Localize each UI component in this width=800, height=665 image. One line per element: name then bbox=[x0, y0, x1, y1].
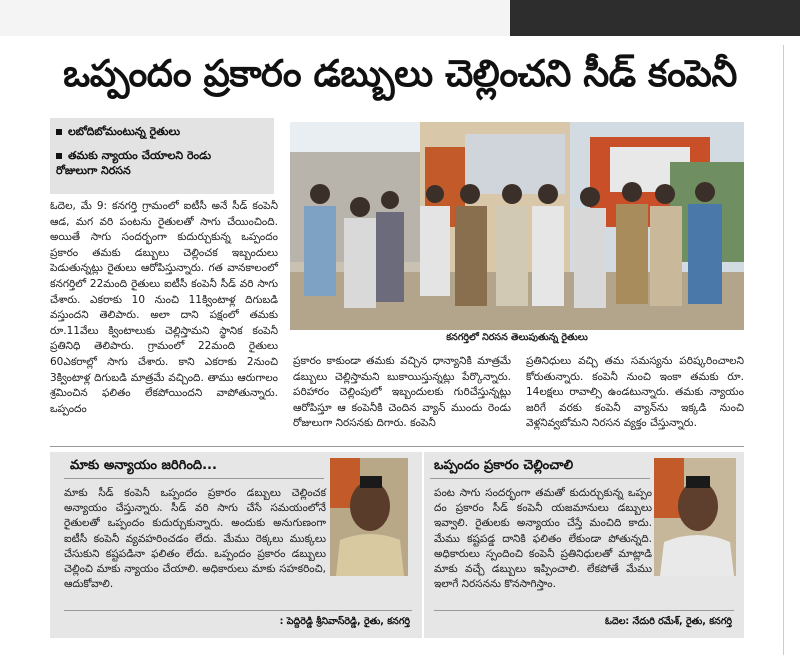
highlights-box bbox=[50, 118, 274, 194]
quote-signature: : పెద్దిరెడ్డి శ్రీనివాస్‌రెడ్డి, రైతు, కనగర్తి bbox=[279, 616, 410, 627]
farmer-portrait-2 bbox=[654, 458, 736, 576]
quote-signature: ఓదెల: నేదురి రమేశ్, రైతు, కనగర్తి bbox=[605, 616, 732, 627]
farmer-quote-box-2 bbox=[424, 452, 744, 638]
quote-title-rule bbox=[64, 478, 324, 479]
quote-text: మాకు సీడ్ కంపెనీ ఒప్పందం ప్రకారం డబ్బులు చెల్లించక అన్యాయం చేస్తున్నారు. సీడ్ వరి సాగు చేసే సమయంలోనే రైతులతో ఒప్పందం కుదుర్చుకున్నారు. అందుకు అనుగుణంగా ఐటీసీ కంపెనీ వ్యవహరించడం లేదు. మేము రెక్కలు ముక్కలు చేసుకుని కష్టపడినా ఫలితం లేదు. ఒప్పందం ప్రకారం డబ్బులు చెల్లించి మాకు న్యాయం చేయాలి. అధికారులు మాకు సహకరించి, ఆదుకోవాలి. bbox=[64, 487, 326, 591]
article-column-1: ఓదెల, మే 9: కనగర్తి గ్రామంలో ఐటీసీ అనే సీడ్ కంపెనీ ఆడ, మగ వరి పంటను రైతులతో సాగు చేయించింది. అయితే సాగు సందర్భంగా కుదుర్చుకున్న ఒప్పందం ప్రకారం తమకు డబ్బులు చెల్లించక ఇబ్బందులు పెడుతున్నట్లు రైతులు ఆరోపిస్తున్నారు. గత వానకాలంలో కనగర్తిలో 22మంది రైతులు ఐటీసీ కంపెనీ సీడ్ వరి సాగు చేశారు. ఎకరాకు 10 నుంచి 11క్వింటాళ్ల దిగుబడి వస్తుందని తెలిపారు. అలా దాని పక్షంలో తమకు రూ.11వేలు క్వింటాలుకు చెల్లిస్తామని స్థానిక కంపెనీ ప్రతినిధి తెలిపారు. గ్రామంలో 22మంది రైతులు 60ఎకరాల్లో సాగు చేశారు. కాని ఎకరాకు 2నుంచి 3క్వింటాళ్ల దిగుబడి మాత్రమే వచ్చింది. తాము ఆరుగాలం శ్రమించిన ఫలితం లేకపోయిందని వాపోతున్నారు. ఒప్పందం bbox=[50, 200, 278, 415]
bullet-icon bbox=[56, 153, 62, 159]
quote-footer-rule bbox=[434, 610, 734, 611]
quote-title-rule bbox=[430, 478, 650, 479]
headline: ఒప్పందం ప్రకారం డబ్బులు చెల్లించని సీడ్ కంపెనీ bbox=[63, 52, 737, 95]
article-column-3: ప్రతినిధులు వచ్చి తమ సమస్యను పరిష్కరించాలని కోరుతున్నారు. కంపెనీ నుంచి ఇంకా తమకు రూ. 14లక్షలు రావాల్సి ఉండటున్నారు. తమకు న్యాయం జరిగే వరకు కంపెనీ వ్యాన్‌ను ఇక్కడి నుంచి వెళ్లనివ్వబోమని నిరసన వ్యక్తం చేస్తున్నారు. bbox=[526, 355, 744, 430]
farmer-quote-box-1 bbox=[50, 452, 422, 638]
quote-text: పంట సాగు సందర్భంగా తమతో కుదుర్చుకున్న ఒప్పం దం ప్రకారం సీడ్ కంపెనీ యజమానులు డబ్బులు ఇవ్వాలి. రైతులకు అన్యాయం చేస్తే మంచిది కాదు. మేము కష్టపడ్డ దానికి ఫలితం లేకుండా పోతున్నది. అధికారులు స్పందించి కంపెనీ ప్రతినిధులతో మాట్లాడి మాకు వచ్చే డబ్బులు ఇప్పించాలి. లేకపోతే మేము ఇలాగే నిరసనను కొనసాగిస్తాం. bbox=[434, 487, 652, 591]
farmers-protest-photo bbox=[290, 122, 744, 330]
photo-caption: కనగర్తిలో నిరసన తెలుపుతున్న రైతులు bbox=[446, 332, 588, 343]
section-divider bbox=[50, 446, 744, 447]
quote-footer-rule bbox=[64, 610, 412, 611]
newspaper-header-bar bbox=[0, 0, 800, 36]
highlight-item: తమకు న్యాయం చేయాలని రెండు రోజులుగా నిరసన bbox=[56, 149, 212, 177]
article-column-2: ప్రకారం కాకుండా తమకు వచ్చిన ధాన్యానికి మాత్రమే డబ్బులు చెల్లిస్తామని బుకాయిస్తున్నట్లు పేర్కొన్నారు. పరిహారం చెల్లింపులో ఇబ్బందులకు గురిచేస్తున్నట్లు ఆరోపిస్తూ ఆ కంపెనీకి చెందిన వ్యాన్ ముందు రెండు రోజులుగా నిరసనకు దిగారు. కంపెనీ bbox=[293, 355, 511, 430]
page-edge-rule bbox=[783, 45, 784, 655]
bullet-icon bbox=[56, 129, 62, 135]
quote-title: ఒప్పందం ప్రకారం చెల్లించాలి bbox=[434, 458, 574, 473]
quote-title: మాకు అన్యాయం జరిగింది... bbox=[70, 458, 217, 473]
highlight-item: లబోదిబోమంటున్న రైతులు bbox=[56, 124, 180, 139]
header-left-strip bbox=[0, 0, 510, 36]
farmer-portrait-1 bbox=[330, 458, 408, 576]
